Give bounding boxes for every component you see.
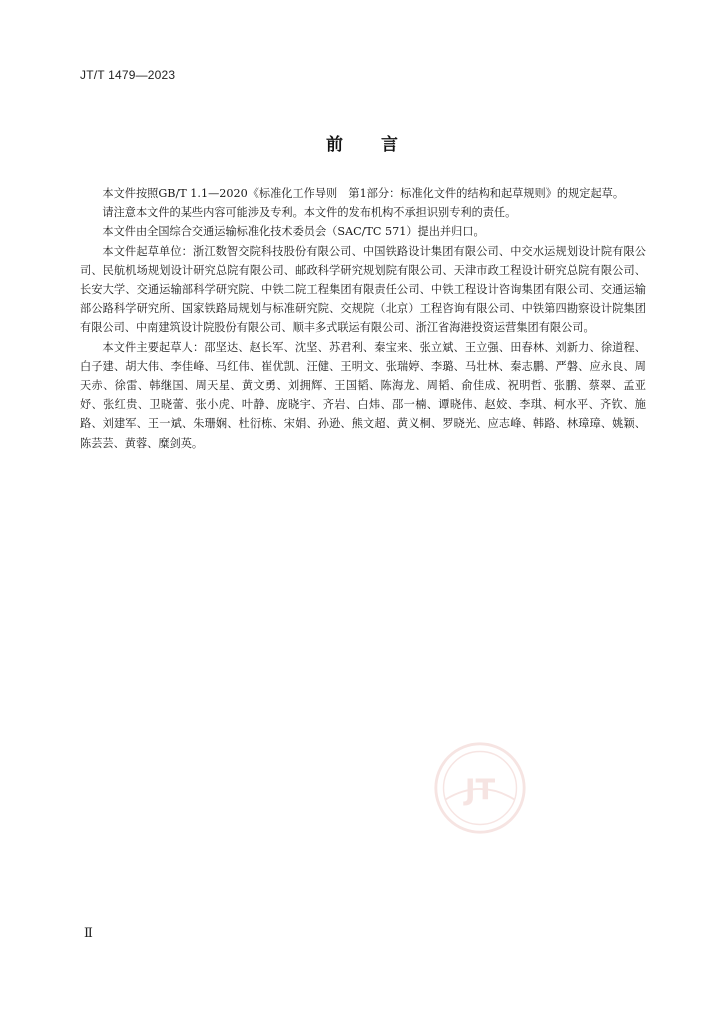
page-number: Ⅱ bbox=[84, 926, 93, 941]
jt-watermark-logo bbox=[432, 740, 528, 836]
standard-number-header: JT/T 1479—2023 bbox=[80, 68, 176, 82]
paragraph-proposing-committee: 本文件由全国综合交通运输标准化技术委员会（SAC/TC 571）提出并归口。 bbox=[102, 225, 485, 239]
svg-text:JT: JT bbox=[464, 772, 496, 807]
paragraph-drafting-organizations: 本文件起草单位：浙江数智交院科技股份有限公司、中国铁路设计集团有限公司、中交水运规划设计院有限公司、民航机场规划设计研究总院有限公司、邮政科学研究规划院有限公司、天津市政工程设计研究总院有限公司、长安大学、交通运输部科学研究院、中铁二院工程集团有限责任公司、中铁工程设计咨询集团有限公司、交通运输部公路科学研究所、国家铁路局规划与标准研究院、交规院（北京）工程咨询有限公司、中铁第四勘察设计院集团有限公司、中南建筑设计院股份有限公司、顺丰多式联运有限公司、浙江省海港投资运营集团有限公司。 bbox=[80, 244, 646, 335]
paragraph-drafting-rule: 本文件按照GB/T 1.1—2020《标准化工作导则 第1部分：标准化文件的结构和起草规则》的规定起草。 bbox=[102, 187, 625, 200]
document-body bbox=[80, 184, 646, 453]
paragraph-main-drafters: 本文件主要起草人：邵坚达、赵长军、沈坚、苏君利、秦宝来、张立斌、王立强、田春林、刘新力、徐道程、白子建、胡大伟、李佳峰、马红伟、崔优凯、汪健、王明文、张瑞婷、李璐、马壮林、秦志鹏、严磐、应永良、周天赤、徐雷、韩继国、周天星、黄文勇、刘拥辉、王国韬、陈海龙、周韬、俞佳成、祝明哲、张鹏、蔡翠、孟亚妤、张红贵、卫晓蕾、张小虎、叶静、庞晓宇、齐岩、白炜、邵一楠、谭晓伟、赵姣、李琪、柯水平、齐钦、施路、刘建军、王一斌、朱珊娴、杜衍栋、宋娟、孙逊、熊文超、黄义桐、罗晓光、应志峰、韩路、林璋璋、姚颖、陈芸芸、黄蓉、糜剑英。 bbox=[80, 340, 646, 450]
paragraph-patent-notice: 请注意本文件的某些内容可能涉及专利。本文件的发布机构不承担识别专利的责任。 bbox=[102, 206, 517, 220]
section-title: 前言 bbox=[326, 135, 436, 155]
